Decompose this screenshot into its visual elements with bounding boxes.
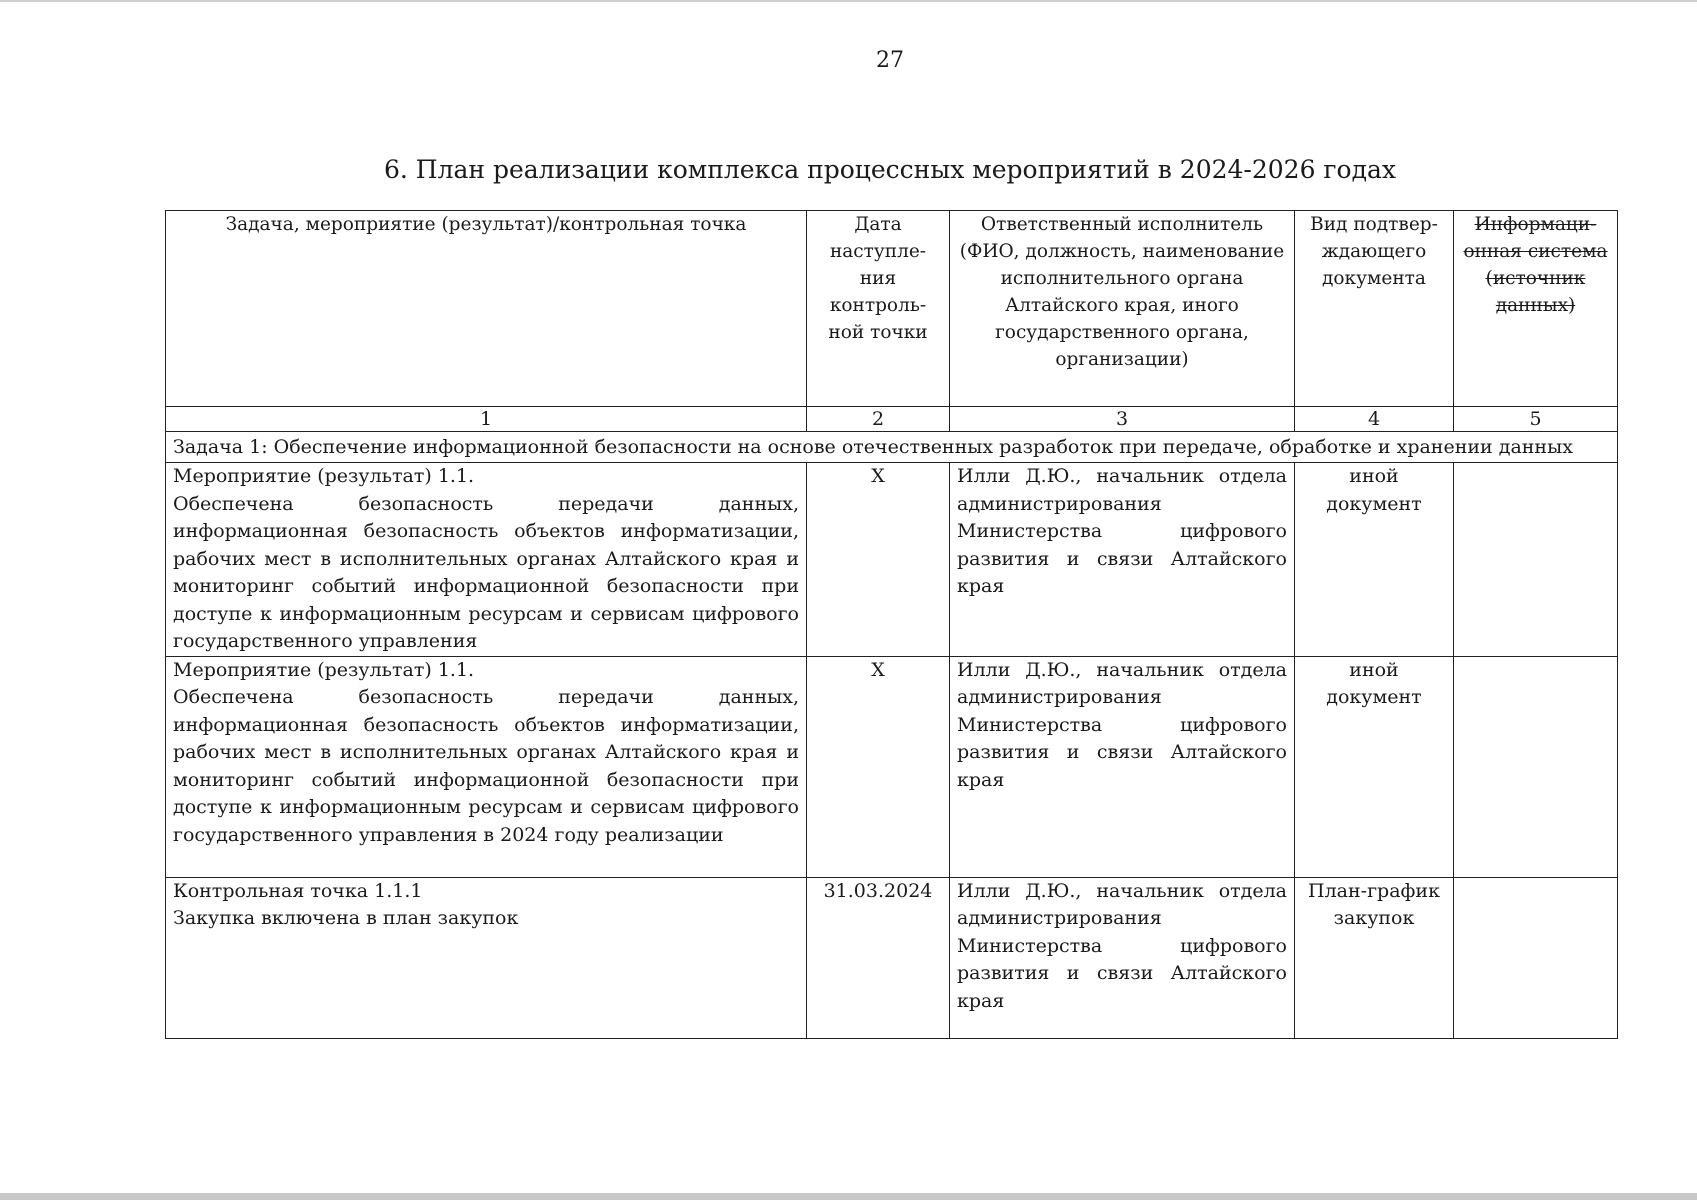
- date-cell: X: [807, 656, 950, 877]
- table-row: [166, 877, 1618, 1038]
- activity-description: Закупка включена в план закупок: [173, 907, 519, 929]
- section-title: 6. План реализации комплекса процессных мероприятий в 2024-2026 годах: [384, 155, 1396, 184]
- activity-cell: [166, 656, 807, 877]
- executor-cell: Илли Д.Ю., начальник отдела администрирования Министерства цифрового развития и связи Алтайского края: [950, 463, 1295, 657]
- activity-description: Обеспечена безопасность передачи данных, информационная безопасность объектов информатизации, рабочих мест в исполнительных органах Алтайского края и мониторинг событий информационной безопасности при доступе к информационным ресурсам и сервисам цифрового государственного управления: [173, 492, 799, 652]
- activity-description: Обеспечена безопасность передачи данных, информационная безопасность объектов информатизации, рабочих мест в исполнительных органах Алтайского края и мониторинг событий информационной безопасности при доступе к информационным ресурсам и сервисам цифрового государственного управления в 2024 году реализации: [173, 686, 799, 846]
- table-row: [166, 463, 1618, 657]
- task-title: Задача 1: Обеспечение информационной безопасности на основе отечественных разработок при передаче, обработке и хранении данных: [166, 432, 1618, 463]
- top-scan-edge: [0, 0, 1697, 2]
- document-cell: иной документ: [1295, 463, 1454, 657]
- activity-title: Мероприятие (результат) 1.1.: [173, 658, 475, 681]
- date-cell: X: [807, 463, 950, 657]
- table-header-row: [166, 211, 1618, 407]
- column-number: 2: [807, 407, 950, 432]
- system-cell: [1454, 656, 1618, 877]
- executor-cell: Илли Д.Ю., начальник отдела администрирования Министерства цифрового развития и связи Алтайского края: [950, 656, 1295, 877]
- activity-cell: [166, 463, 807, 657]
- header-system: Информаци-онная система (источник данных): [1454, 211, 1618, 407]
- page-number: 27: [876, 48, 904, 73]
- executor-cell: Илли Д.Ю., начальник отдела администрирования Министерства цифрового развития и связи Алтайского края: [950, 877, 1295, 1038]
- system-cell: [1454, 877, 1618, 1038]
- activity-title: Мероприятие (результат) 1.1.: [173, 465, 475, 487]
- header-executor: Ответственный исполнитель (ФИО, должность, наименование исполнительного органа Алтайского края, иного государственного органа, организации): [950, 211, 1295, 407]
- column-number: 4: [1295, 407, 1454, 432]
- column-number: 3: [950, 407, 1295, 432]
- system-cell: [1454, 463, 1618, 657]
- task-row: [166, 432, 1618, 463]
- activity-cell: [166, 877, 807, 1038]
- table-row: [166, 656, 1618, 877]
- activity-title: Контрольная точка 1.1.1: [173, 879, 423, 902]
- header-date: Дата наступле-ния контроль-ной точки: [807, 211, 950, 407]
- plan-table: [165, 210, 1618, 1039]
- header-document: Вид подтвер-ждающего документа: [1295, 211, 1454, 407]
- column-number: 1: [166, 407, 807, 432]
- column-number-row: [166, 407, 1618, 432]
- date-cell: 31.03.2024: [807, 877, 950, 1038]
- bottom-scan-edge: [0, 1193, 1697, 1200]
- column-number: 5: [1454, 407, 1618, 432]
- document-cell: иной документ: [1295, 656, 1454, 877]
- document-cell: План-график закупок: [1295, 877, 1454, 1038]
- header-task: Задача, мероприятие (результат)/контрольная точка: [166, 211, 807, 407]
